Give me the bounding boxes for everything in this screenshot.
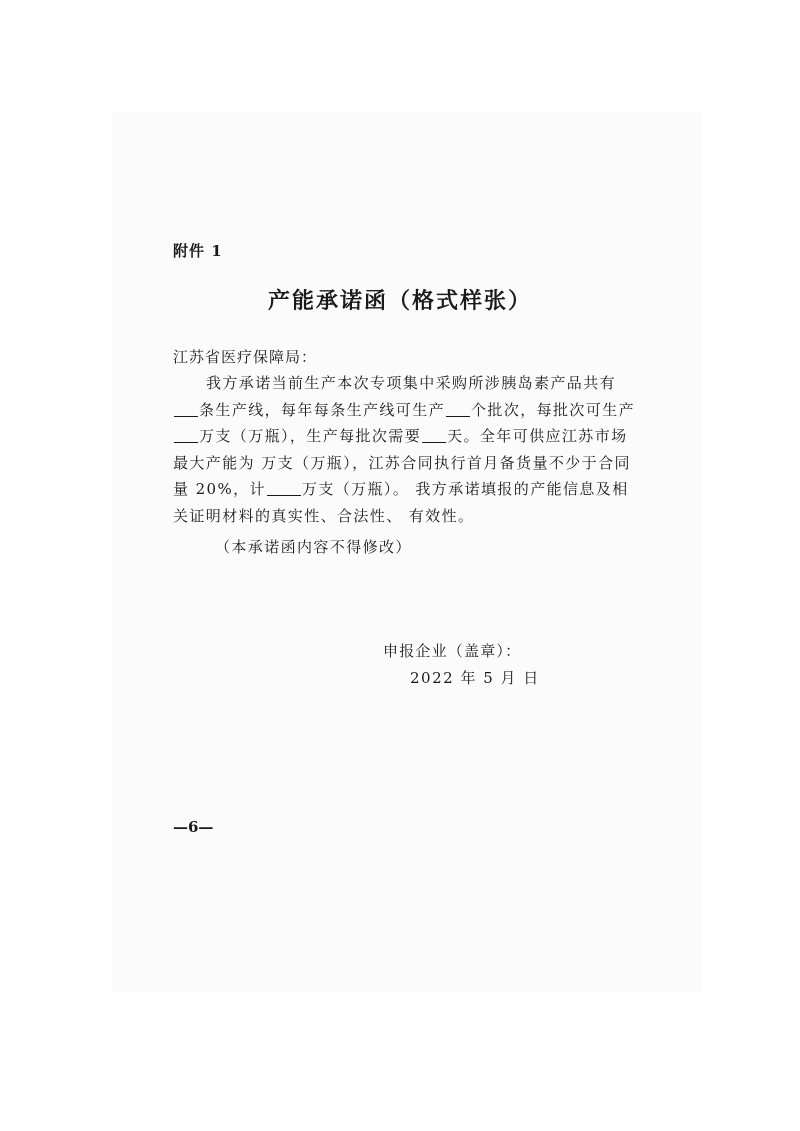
body-text-2: 条生产线，每年每条生产线可生产 (199, 400, 446, 419)
commitment-body (173, 370, 641, 529)
attachment-label: 附件 1 (173, 242, 223, 260)
body-text-6: 万支（万瓶）。 我方承诺填报的产能信息及相关证明材料的真实性、合法性、 有效性。 (173, 480, 629, 525)
salutation: 江苏省医疗保障局： (173, 348, 318, 366)
blank-stock-volume (267, 480, 301, 496)
applicant-signature-label: 申报企业（盖章）： (383, 642, 522, 660)
blank-batch-count (446, 401, 470, 417)
unmodifiable-note: （本承诺函内容不得修改） (215, 538, 412, 556)
body-text-3: 个批次，每批次可生产 (471, 400, 636, 419)
blank-batch-volume (174, 427, 198, 443)
body-text-5: 天。全年可供应江苏市场最大产能为 万支（万瓶），江苏合同执行首月备货量不少于合同量 20%，计 (173, 427, 631, 498)
body-text-4: 万支（万瓶），生产每批次需要 (199, 427, 422, 445)
body-paragraph (173, 370, 641, 529)
document-title: 产能承诺函（格式样张） (267, 288, 532, 314)
document-date: 2022 年 5 月 日 (410, 669, 540, 687)
blank-batch-days (422, 427, 446, 443)
blank-line-count (174, 401, 198, 417)
page-number: —6— (173, 818, 214, 836)
body-text-1: 我方承诺当前生产本次专项集中采购所涉胰岛素产品共有 (206, 374, 617, 392)
